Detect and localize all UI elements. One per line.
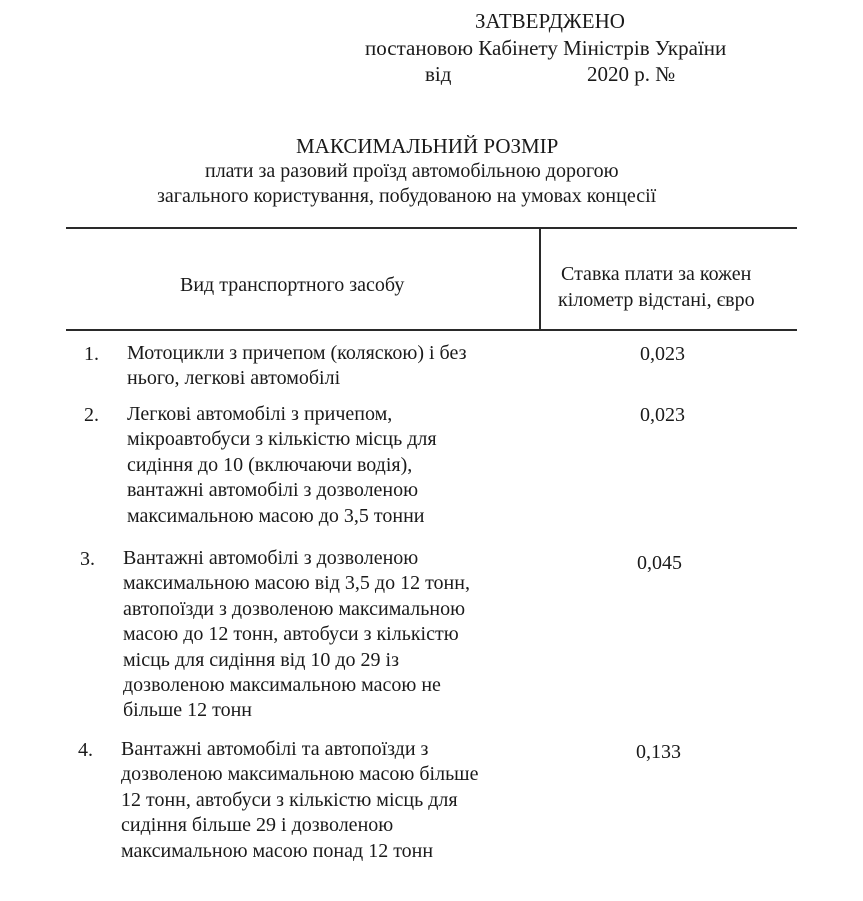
row-description-line: дозволеною максимальною масою більше [121, 763, 479, 786]
row-number: 2. [84, 404, 99, 426]
row-description-line: автопоїзди з дозволеною максимальною [123, 597, 466, 620]
row-description-line: масою до 12 тонн, автобуси з кількістю [123, 623, 459, 646]
row-description-line: максимальною масою від 3,5 до 12 тонн, [123, 572, 470, 595]
row-description-line: мікроавтобуси з кількістю місць для [127, 428, 437, 451]
document-subtitle-line-1: плати за разовий проїзд автомобільною дорогою [205, 160, 619, 182]
table-header-bottom-border [66, 329, 797, 331]
row-rate: 0,133 [636, 741, 681, 763]
approval-date-suffix: 2020 р. № [587, 62, 676, 86]
table-header-divider [539, 227, 541, 330]
row-description-line: максимальною масою до 3,5 тонни [127, 504, 425, 527]
row-description [123, 546, 523, 724]
row-description [127, 402, 527, 529]
row-description-line: Вантажні автомобілі з дозволеною [123, 547, 419, 569]
row-description-line: місць для сидіння від 10 до 29 із [123, 648, 399, 671]
row-description-line: 12 тонн, автобуси з кількістю місць для [121, 788, 458, 811]
header-rate-line-2: кілометр відстані, євро [558, 289, 755, 311]
table-top-border [66, 227, 797, 229]
approval-issuer: постановою Кабінету Міністрів України [365, 36, 727, 60]
document-title: МАКСИМАЛЬНИЙ РОЗМІР [296, 134, 559, 158]
header-rate-line-1: Ставка плати за кожен [561, 263, 752, 285]
row-number: 4. [78, 739, 93, 761]
row-rate: 0,023 [640, 343, 685, 365]
row-description [127, 341, 527, 392]
row-description-line: максимальною масою понад 12 тонн [121, 839, 434, 862]
row-number: 3. [80, 548, 95, 570]
row-description-line: більше 12 тонн [123, 699, 252, 722]
header-vehicle-type: Вид транспортного засобу [180, 274, 405, 296]
document-subtitle-line-2: загального користування, побудованою на умовах концесії [157, 185, 657, 207]
approval-stamp: ЗАТВЕРДЖЕНО [475, 9, 625, 33]
row-rate: 0,023 [640, 404, 685, 426]
row-description-line: вантажні автомобілі з дозволеною [127, 479, 419, 502]
row-description-line: дозволеною максимальною масою не [123, 674, 441, 697]
row-description-line: Легкові автомобілі з причепом, [127, 403, 393, 425]
row-description [121, 737, 541, 864]
approval-date-prefix: від [425, 62, 452, 86]
row-description-line: сидіння до 10 (включаючи водія), [127, 453, 413, 476]
row-number: 1. [84, 343, 99, 365]
row-description-line: Мотоцикли з причепом (коляскою) і без [127, 342, 467, 364]
row-description-line: нього, легкові автомобілі [127, 367, 341, 390]
row-description-line: Вантажні автомобілі та автопоїзди з [121, 738, 429, 760]
row-description-line: сидіння більше 29 і дозволеною [121, 814, 394, 837]
row-rate: 0,045 [637, 552, 682, 574]
